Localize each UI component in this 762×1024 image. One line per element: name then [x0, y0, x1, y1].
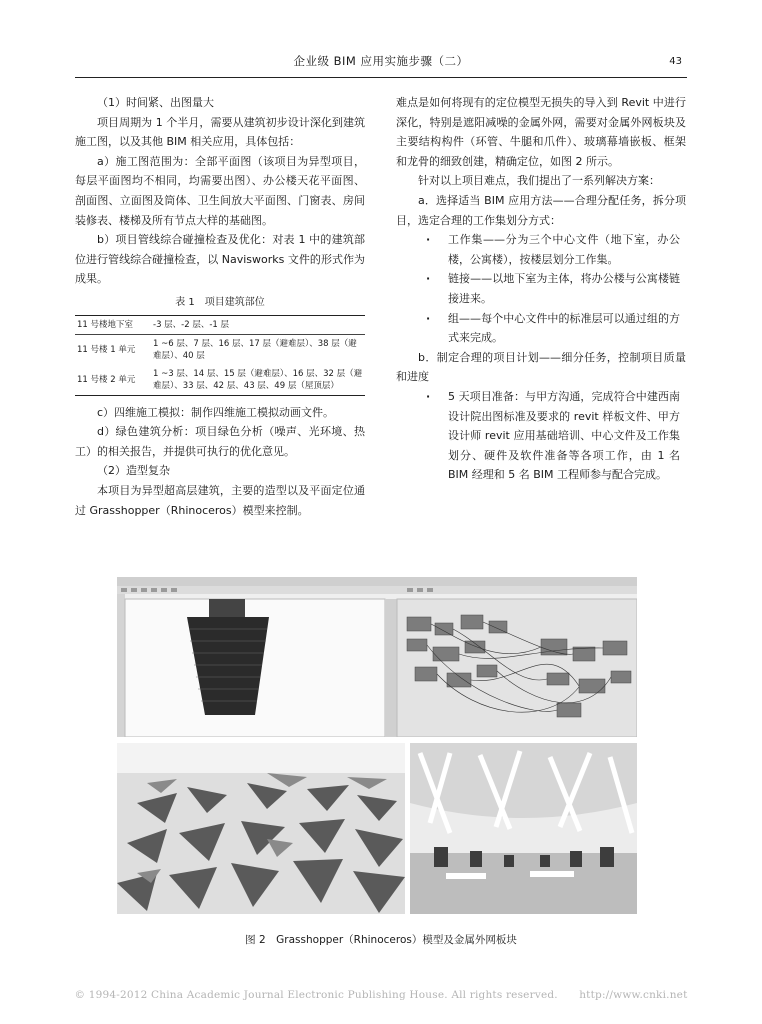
floors-cell: 1 ~6 层、7 层、16 层、17 层（避难层）、38 层（避难层）、40 层 — [153, 338, 357, 361]
building-parts-table — [75, 315, 365, 396]
body-paragraph: a）施工图范围为：全部平面图（该项目为异型项目，每层平面图均不相同，均需要出图）、办公楼天花平面图、剖面图、立面图及筒体、卫生间放大平面图、门窗表、房间装修表、楼梯及所有节点大样的基础图。 — [75, 154, 365, 227]
body-paragraph: 难点是如何将现有的定位模型无损失的导入到 Revit 中进行深化，特别是遮阳减噪的金属外网，需要对金属外网板块及主要结构构件（环管、牛腿和爪件）、玻璃幕墙嵌板、框架和龙骨的细致创建，精确定位，如图 2 所示。 — [396, 96, 686, 168]
bullet-item: · 5 天项目准备：与甲方沟通，完成符合中建西南设计院出图标准及要求的 revit 样板文件、甲方设计师 revit 应用基础培训、中心文件及工作集划分、硬件及软件准备等各项工作，由 1 名 BIM 经理和 5 名 BIM 工程师参与配合完成。 — [396, 387, 686, 485]
metal-mesh-photo — [117, 743, 405, 914]
floors-cell: 1 ~3 层、14 层、15 层（避难层）、16 层、32 层（避难层）、33 层、42 层、43 层、49 层（屋顶层） — [151, 365, 365, 396]
left-paragraphs-before-table — [75, 93, 365, 289]
table-row — [75, 315, 365, 334]
bullet-item: · 链接——以地下室为主体，将办公楼与公寓楼链接进来。 — [396, 269, 686, 308]
body-paragraph: 针对以上项目难点，我们提出了一系列解决方案： — [418, 174, 660, 188]
copyright-footer: © 1994-2012 China Academic Journal Electronic Publishing House. All rights reserved. http://www.cnki.net — [74, 989, 688, 1001]
figure-caption: 图 2 Grasshopper（Rhinoceros）模型及金属外网板块 — [245, 934, 517, 946]
right-column — [396, 93, 686, 485]
left-column — [75, 93, 365, 520]
body-paragraph: 本项目为异型超高层建筑，主要的造型以及平面定位通过 Grasshopper（Rhinoceros）模型来控制。 — [75, 483, 365, 517]
running-header-title: 企业级 BIM 应用实施步骤（二） — [293, 54, 469, 68]
header-rule — [75, 77, 687, 78]
body-paragraph: （1）时间紧、出图量大 — [97, 96, 214, 109]
body-paragraph: c）四维施工模拟：制作四维施工模拟动画文件。 — [97, 405, 335, 419]
body-paragraph: a．选择适当 BIM 应用方法——合理分配任务，拆分项目，选定合理的工作集划分方式： — [396, 193, 686, 227]
interior-rendering-drawing — [410, 743, 637, 914]
bullet-item: · 组——每个中心文件中的标准层可以通过组的方式来完成。 — [396, 309, 686, 348]
bullet-list — [396, 230, 686, 348]
table-caption: 表 1 项目建筑部位 — [175, 296, 265, 308]
body-paragraph: b）项目管线综合碰撞检查及优化：对表 1 中的建筑部位进行管线综合碰撞检查，以 Navisworks 文件的形式作为成果。 — [75, 233, 365, 286]
bullet-item: · 工作集——分为三个中心文件（地下室，办公楼，公寓楼），按楼层划分工作集。 — [396, 230, 686, 269]
interior-rendering — [410, 743, 637, 914]
page-number: 43 — [669, 56, 682, 67]
left-paragraphs-after-table — [75, 403, 365, 521]
body-paragraph: d）绿色建筑分析：项目绿色分析（噪声、光环境、热工）的相关报告，并提供可执行的优化意见。 — [75, 425, 365, 458]
building-unit-cell: 11 号楼地下室 — [75, 315, 151, 334]
building-unit-cell: 11 号楼 1 单元 — [77, 344, 136, 355]
table-row — [75, 365, 365, 396]
body-paragraph: （2）造型复杂 — [97, 464, 170, 478]
grasshopper-screenshot-drawing — [117, 577, 637, 737]
body-paragraph: b．制定合理的项目计划——细分任务，控制项目质量和进度 — [396, 350, 686, 384]
body-paragraph: 项目周期为 1 个半月，需要从建筑初步设计深化到建筑施工图，以及其他 BIM 相关应用，具体包括： — [75, 115, 365, 149]
bullet-list — [396, 387, 686, 485]
building-unit-cell: 11 号楼 2 单元 — [75, 365, 151, 396]
metal-mesh-drawing — [117, 743, 405, 914]
floors-cell: -3 层、-2 层、-1 层 — [151, 315, 365, 334]
grasshopper-screenshot — [117, 577, 637, 737]
figure-2 — [117, 577, 637, 914]
table-row — [75, 334, 365, 365]
